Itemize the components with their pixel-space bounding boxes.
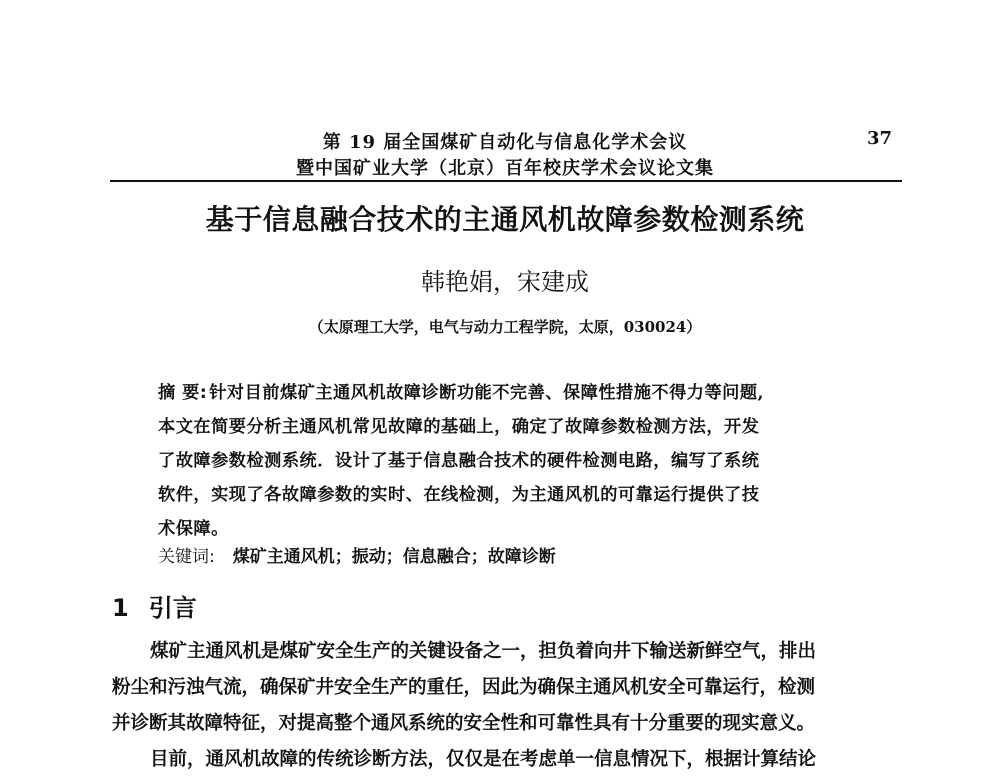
section-heading <box>112 588 197 623</box>
section-body <box>112 634 902 778</box>
header-divider <box>110 180 902 182</box>
section-title: 引言 <box>148 594 197 622</box>
abstract <box>158 376 864 546</box>
keywords-label: 关键词: <box>158 547 215 567</box>
section-number: 1 <box>112 594 129 622</box>
paper-authors: 韩艳娟，宋建成 <box>421 268 589 296</box>
body-line-3: 并诊断其故障特征，对提高整个通风系统的安全性和可靠性具有十分重要的现实意义。 <box>112 713 816 734</box>
abstract-line-1 <box>158 376 864 410</box>
author-affiliation: （太原理工大学，电气与动力工程学院，太原，030024） <box>308 318 702 336</box>
body-line-4: 目前，通风机故障的传统诊断方法，仅仅是在考虑单一信息情况下，根据计算结论 <box>150 749 817 770</box>
paper-title: 基于信息融合技术的主通风机故障参数检测系统 <box>205 203 805 236</box>
abstract-text: 针对目前煤矿主通风机故障诊断功能不完善、保障性措施不得力等问题, <box>209 383 765 403</box>
page-number: 37 <box>866 128 892 149</box>
keywords-value: 煤矿主通风机；振动；信息融合；故障诊断 <box>232 547 556 567</box>
conference-title-line1: 第 19 届全国煤矿自动化与信息化学术会议 <box>322 132 688 153</box>
abstract-line-2: 本文在简要分析主通风机常见故障的基础上，确定了故障参数检测方法，开发 <box>158 417 760 437</box>
conference-title-line2: 暨中国矿业大学（北京）百年校庆学术会议论文集 <box>296 158 714 179</box>
body-line-2: 粉尘和污浊气流，确保矿井安全生产的重任，因此为确保主通风机安全可靠运行，检测 <box>112 677 816 698</box>
body-line-1: 煤矿主通风机是煤矿安全生产的关键设备之一，担负着向井下输送新鲜空气，排出 <box>150 641 817 662</box>
running-header <box>110 118 900 184</box>
abstract-line-5: 术保障。 <box>158 519 229 539</box>
abstract-line-3: 了故障参数检测系统．设计了基于信息融合技术的硬件检测电路，编写了系统 <box>158 451 760 471</box>
abstract-line-4: 软件，实现了各故障参数的实时、在线检测，为主通风机的可靠运行提供了技 <box>158 485 760 505</box>
keywords <box>158 542 556 567</box>
abstract-label: 摘 要: <box>158 383 208 403</box>
